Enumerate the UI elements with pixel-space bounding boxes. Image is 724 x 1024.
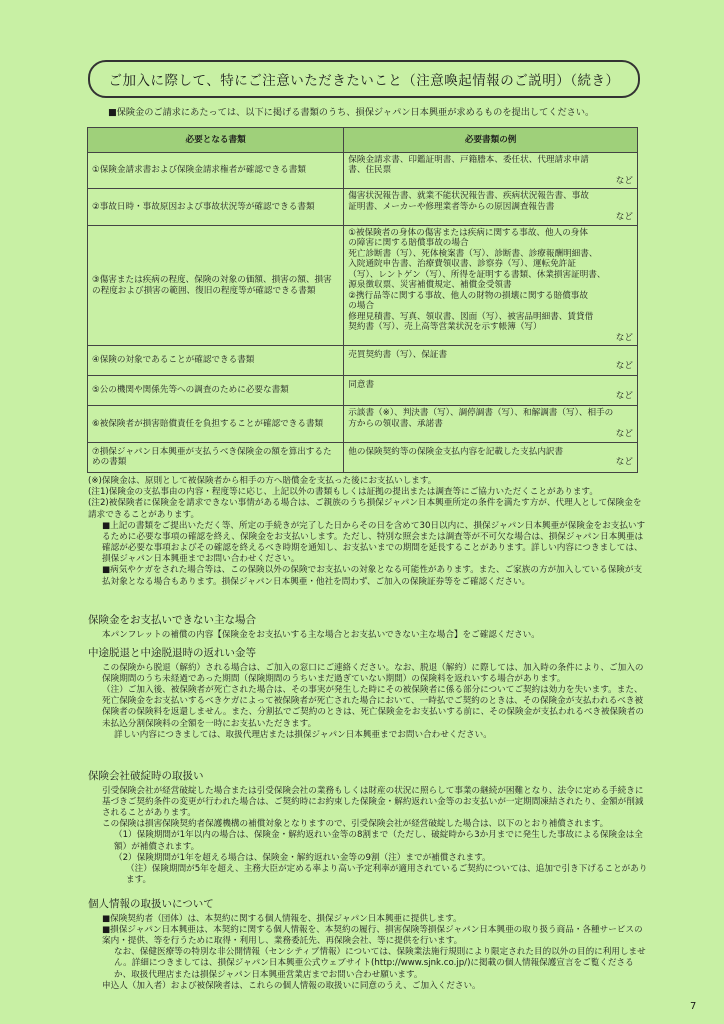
table-row <box>88 153 638 189</box>
example-line: 売買契約書（写）、保証書 <box>348 350 448 361</box>
example-line: 傷害状況報告書、就業不能状況報告書、疾病状況報告書、事故 <box>348 191 589 202</box>
example-suffix: など <box>615 360 633 371</box>
document-examples <box>344 153 638 189</box>
section-text: （2）保険期間が1年を超える場合は、保険金・解約返れい金等の9割（注）までが補償されます。 <box>114 852 491 863</box>
required-document: ②事故日時・事故原因および事故状況等が確認できる書類 <box>88 189 344 225</box>
section-heading: 保険金をお支払いできない主な場合 <box>88 614 256 626</box>
note-asterisk: (※)保険金は、原則として被保険者から相手の方へ賠償金を支払った後にお支払いします。 <box>88 476 437 486</box>
section-privacy <box>88 898 648 992</box>
example-line: 修理見積書、写真、領収書、図面（写）、被害品明細書、賃貸借 <box>348 311 594 322</box>
section-text: この保険は損害保険契約者保護機構の補償対象となりますので、引受保険会社が経営破綻した場合は、以下のとおり補償されます。 <box>102 819 609 830</box>
section-text: （注）保険期間が5年を超え、主務大臣が定める率より高い予定利率が適用されているご契約については、追加で引き下げることがあります。 <box>126 863 648 886</box>
note-2: (注2)被保険者に保険金を請求できない事情がある場合は、ご親族のうち損保ジャパン日本興亜所定の条件を満たす方が、代理人として保険金を請求できることがあります。 <box>88 498 642 520</box>
section-not-payable <box>88 614 648 641</box>
section-text: 本パンフレットの補償の内容【保険金をお支払いする主な場合とお支払いできない主な場合】をご確認ください。 <box>102 629 540 640</box>
table-header-examples: 必要書類の例 <box>344 128 638 153</box>
example-line: 保険金請求書、印鑑証明書、戸籍謄本、委任状、代理請求申請 <box>348 155 589 165</box>
example-line: ②携行品等に関する事故、他人の財物の損壊に関する賠償事故 <box>348 290 588 301</box>
table-row <box>88 225 638 345</box>
section-text: この保険から脱退（解約）される場合は、ご加入の窓口にご連絡ください。なお、脱退（解約）に際しては、加入時の条件により、ご加入の保険期間のうち未経過であった期間（保険期間のうちいまだ過ぎていない期間）の保険料を返れいする場合があります。 <box>102 662 644 684</box>
document-examples <box>344 376 638 406</box>
example-suffix: など <box>615 332 633 343</box>
document-examples <box>344 189 638 225</box>
section-withdrawal <box>88 647 648 741</box>
example-line: 示談書（※）、判決書（写）、調停調書（写）、和解調書（写）、相手の <box>348 408 614 419</box>
required-document: ⑥被保険者が損害賠償責任を負担することが確認できる書類 <box>88 406 344 442</box>
section-text: なお、保健医療等の特別な非公開情報（センシティブ情報）については、保険業法施行規則により限定された目的以外の目的に利用しません。詳細につきましては、損保ジャパン日本興亜公式ウェブサイト(http://www.sjnk.co.jp/)に掲載の個人情報保護宣言をご覧くださるか、取扱代理店または損保ジャパン日本興亜営業店までお問い合わせ願います。 <box>114 947 646 980</box>
example-line: （写）、レントゲン（写）、所得を証明する書類、休業損害証明書、 <box>348 269 606 280</box>
example-suffix: など <box>615 175 633 186</box>
required-document: ③傷害または疾病の程度、保険の対象の価額、損害の額、損害の程度および損害の範囲、復旧の程度等が確認できる書類 <box>88 225 344 345</box>
example-suffix: など <box>615 457 633 468</box>
example-line: 書、住民票 <box>348 165 392 176</box>
example-suffix: など <box>615 390 633 401</box>
required-document: ⑤公の機関や関係先等への調査のために必要な書類 <box>88 376 344 406</box>
section-text: 申込人（加入者）および被保険者は、これらの個人情報の取扱いに同意のうえ、ご加入ください。 <box>102 980 481 991</box>
example-line: 同意書 <box>348 380 375 391</box>
table-row <box>88 376 638 406</box>
document-examples <box>344 406 638 442</box>
note-other-insurance: ■病気やケガをされた場合等は、この保険以外の保険でお支払いの対象となる可能性があります。また、ご家族の方が加入している保険が支払対象となる場合もあります。損保ジャパン日本興亜・他社を問わず、ご加入の保険証券等をご確認ください。 <box>102 565 643 587</box>
section-text: 引受保険会社が経営破綻した場合または引受保険会社の業務もしくは財産の状況に照らして事業の継続が困難となり、法令に定める手続きに基づきご契約条件の変更が行われた場合は、ご契約時にお約束した保険金・解約返れい金等のお支払いが一定期間凍結されたり、金額が削減されることがあります。 <box>102 785 644 818</box>
example-suffix: など <box>615 212 633 223</box>
note-procedure: ■上記の書類をご提出いただく等、所定の手続きが完了した日からその日を含めて30日以内に、損保ジャパン日本興亜が保険金をお支払いするために必要な事項の確認を終え、保険金をお支払いします。ただし、特別な照会または調査等が不可欠な場合は、損保ジャパン日本興亜は確認が必要な事項およびその確認を終えるべき時期を通知し、お支払いまでの期間を延長することがあります。詳しい内容につきましては、損保ジャパン日本興亜までお問い合わせください。 <box>102 520 646 565</box>
page-title: ご加入に際して、特にご注意いただきたいこと（注意喚起情報のご説明）（続き） <box>88 60 640 98</box>
section-insolvency <box>88 770 648 886</box>
note-1: (注1)保険金の支払事由の内容・程度等に応じ、上記以外の書類もしくは証拠の提出または調査等にご協力いただくことがあります。 <box>88 487 598 498</box>
example-line: 契約書（写）、売上高等営業状況を示す帳簿（写） <box>348 322 542 333</box>
example-line: 死亡診断書（写）、死体検案書（写）、診断書、診療報酬明細書、 <box>348 248 598 259</box>
example-line: 他の保険契約等の保険金支払内容を記載した支払内訳書 <box>348 446 564 457</box>
example-line: 源泉徴収票、災害補償規定、補償金受領書 <box>348 280 512 291</box>
section-text: （注）ご加入後、被保険者が死亡された場合は、その事実が発生した時にその被保険者に係る部分についてご契約は効力を失います。また、死亡保険金をお支払いするべきケガによって被保険者が死亡された場合において、一時払でご契約のときは、その保険金が支払われるべき被保険者の保険料を返還しません。また、分割払でご契約のときは、死亡保険金をお支払いする前に、その保険金が支払われるべき被保険者の未払込分割保険料の全額を一時にお支払いただきます。 <box>102 684 644 729</box>
section-text: 詳しい内容につきましては、取扱代理店または損保ジャパン日本興亜までお問い合わせください。 <box>114 729 492 740</box>
required-document: ④保険の対象であることが確認できる書類 <box>88 346 344 376</box>
example-line: 証明書、メーカーや修理業者等からの原因調査報告書 <box>348 201 555 212</box>
documents-table <box>87 127 638 473</box>
table-row <box>88 346 638 376</box>
required-document: ①保険金請求書および保険金請求権者が確認できる書類 <box>88 153 344 189</box>
example-line: 入院通院申告書、治療費領収書、診察券（写）、運転免許証 <box>348 259 576 270</box>
document-examples <box>344 346 638 376</box>
section-text: （1）保険期間が1年以内の場合は、保険金・解約返れい金等の8割まで（ただし、破綻時から3か月までに発生した事故による保険金は全額）が補償されます。 <box>114 830 643 852</box>
example-line: の障害に関する賠償事故の場合 <box>348 238 469 249</box>
section-text: ■保険契約者（団体）は、本契約に関する個人情報を、損保ジャパン日本興亜に提供します。 <box>102 913 462 924</box>
table-row <box>88 189 638 225</box>
section-heading: 中途脱退と中途脱退時の返れい金等 <box>88 647 256 659</box>
section-heading: 保険会社破綻時の取扱い <box>88 770 204 782</box>
table-row <box>88 442 638 472</box>
example-line: 方からの領収書、承諾書 <box>348 418 443 429</box>
example-line: の場合 <box>348 301 375 312</box>
example-line: ①被保険者の身体の傷害または疾病に関する事故、他人の身体 <box>348 227 588 238</box>
page-number: 7 <box>690 1001 697 1012</box>
section-heading: 個人情報の取扱いについて <box>88 898 214 910</box>
document-examples <box>344 225 638 345</box>
table-header-documents: 必要となる書類 <box>88 128 344 153</box>
example-suffix: など <box>615 429 633 440</box>
document-examples <box>344 442 638 472</box>
section-text: ■損保ジャパン日本興亜は、本契約に関する個人情報を、本契約の履行、損害保険等損保ジャパン日本興亜の取り扱う商品・各種サービスの案内・提供、等を行うために取得・利用し、業務委託先、再保険会社、等に提供を行います。 <box>102 924 643 946</box>
required-document: ⑦損保ジャパン日本興亜が支払うべき保険金の額を算出するための書類 <box>88 442 344 472</box>
table-row <box>88 406 638 442</box>
intro-text: ■保険金のご請求にあたっては、以下に掲げる書類のうち、損保ジャパン日本興亜が求めるものを提出してください。 <box>108 107 595 118</box>
notes-block <box>88 476 648 588</box>
